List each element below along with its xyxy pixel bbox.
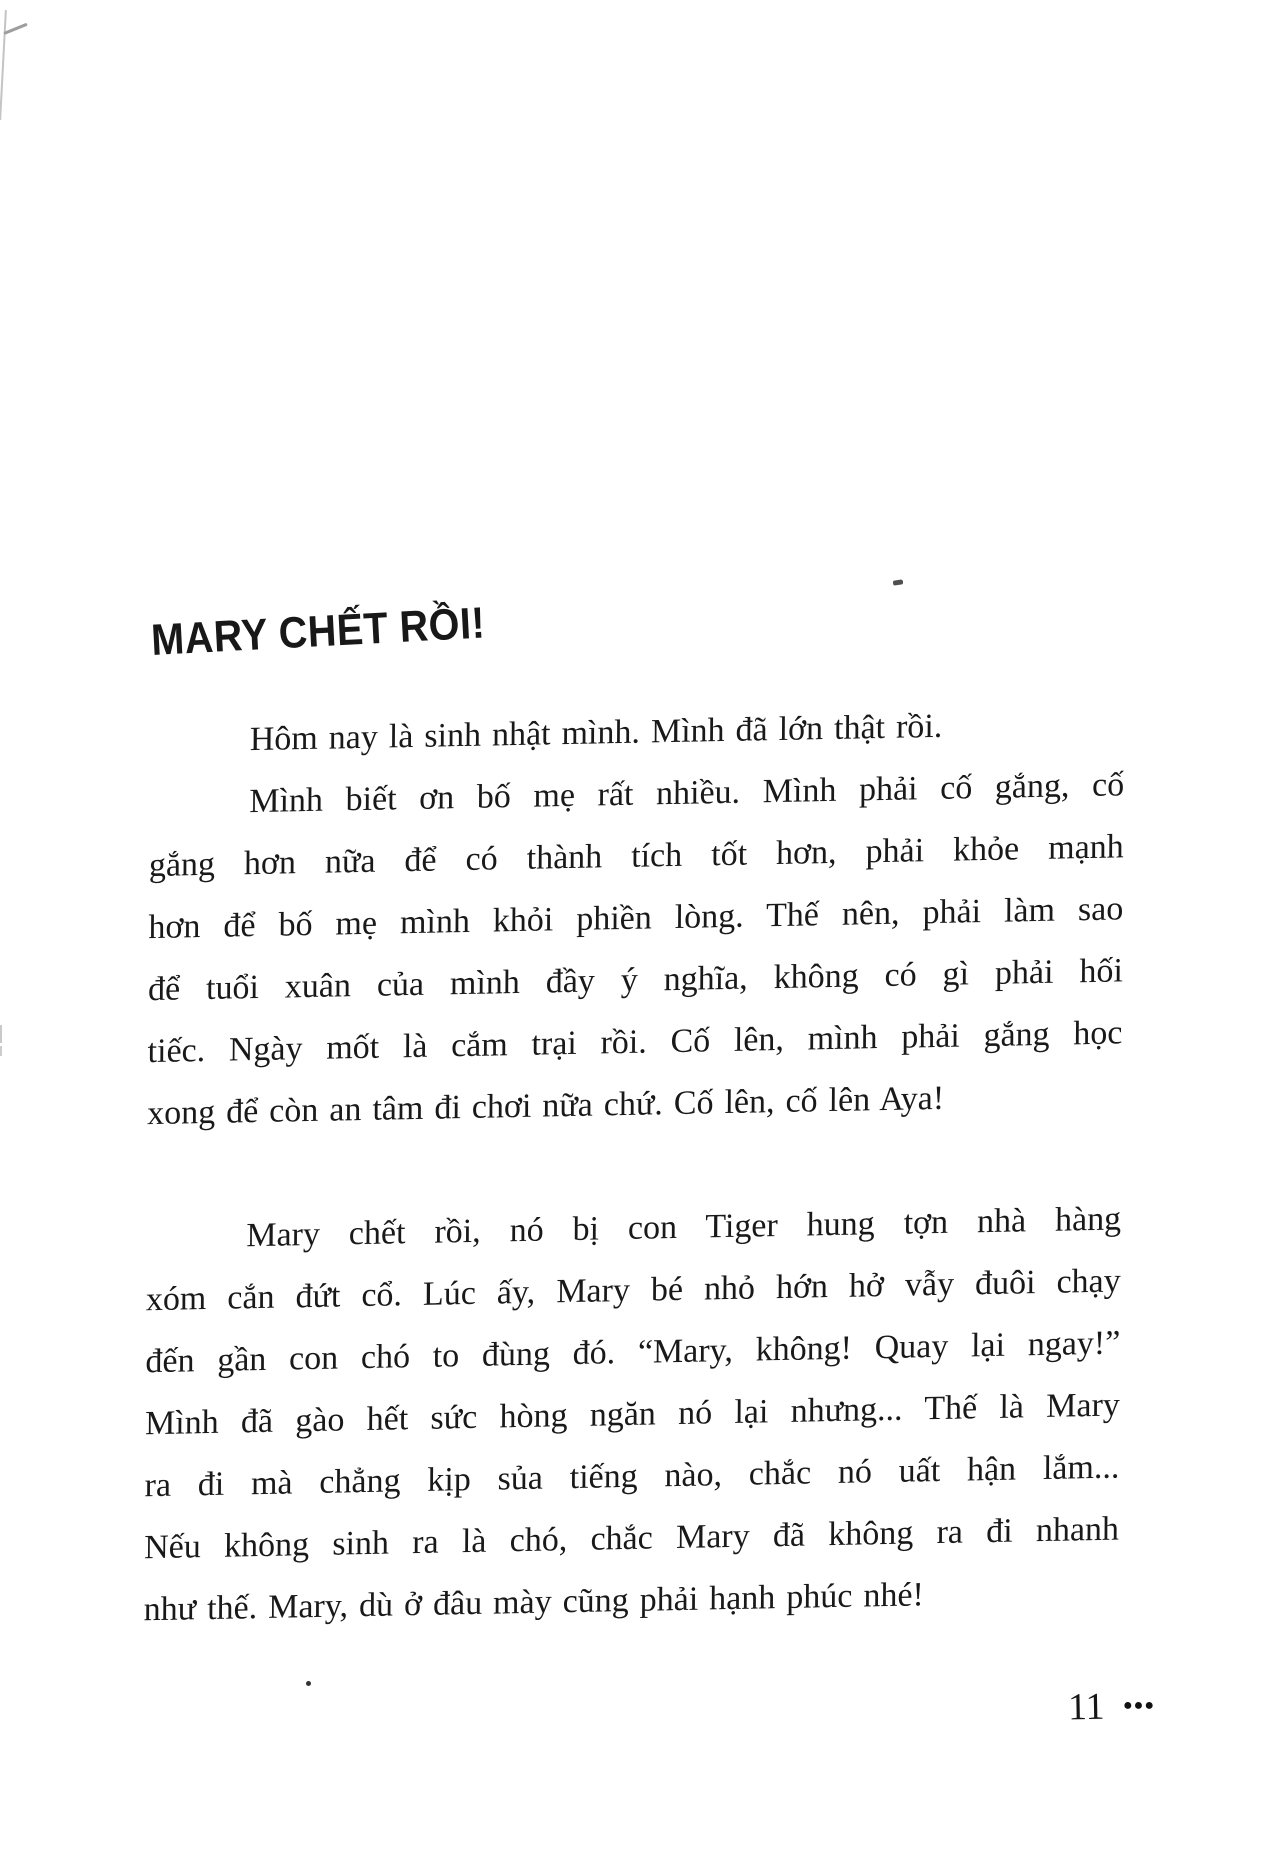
text-line: Mình biết ơn bố mẹ rất nhiều. Mình phải cố gắng, cố [249,766,1125,821]
text-line: tiếc. Ngày mốt là cắm trại rồi. Cố lên, mình phải gắng học [147,1014,1123,1071]
text-line: ra đi mà chẳng kịp sủa tiếng nào, chắc nó uất hận lắm... [144,1448,1120,1505]
page-number: 11 [1067,1685,1105,1729]
scan-artifact-dash-speck [893,579,904,585]
text-line: xóm cắn đứt cổ. Lúc ấy, Mary bé nhỏ hớn hở vẫy đuôi chạy [145,1262,1121,1319]
text-line: Mình đã gào hết sức hòng ngăn nó lại nhưng... Thế là Mary [144,1386,1120,1443]
text-line: như thế. Mary, dù ở đâu mày cũng phải hạnh phúc nhé! [143,1576,924,1629]
paragraph [144,1188,1122,1641]
text-line: xong để còn an tâm đi chơi nữa chứ. Cố lên, cố lên Aya! [147,1079,945,1133]
text-line: Mary chết rồi, nó bị con Tiger hung tợn nhà hàng [246,1200,1122,1255]
paragraph [147,754,1124,1145]
text-line: hơn để bố mẹ mình khỏi phiền lòng. Thế nên, phải làm sao [148,890,1124,947]
page-title: MARY CHẾT RỒI! [150,598,487,665]
scan-artifact-edge-smudge [0,1046,2,1056]
scan-artifact-edge-smudge [0,1025,2,1043]
scan-artifact-dot-speck [306,1681,311,1686]
text-line: Nếu không sinh ra là chó, chắc Mary đã không ra đi nhanh [144,1510,1120,1567]
text-line: để tuổi xuân của mình đầy ý nghĩa, không có gì phải hối [147,952,1124,1009]
scan-artifact-corner-line [0,10,7,120]
page-body [144,692,1125,1641]
text-line: gắng hơn nữa để có thành tích tốt hơn, phải khỏe mạnh [148,828,1124,885]
text-line: đến gần con chó to đùng đó. “Mary, không! Quay lại ngay!” [145,1324,1121,1381]
page-number-dots-icon: ●●● [1123,1697,1155,1714]
text-line: Hôm nay là sinh nhật mình. Mình đã lớn thật rồi. [249,707,943,759]
scan-artifact-corner-tick [3,23,27,35]
